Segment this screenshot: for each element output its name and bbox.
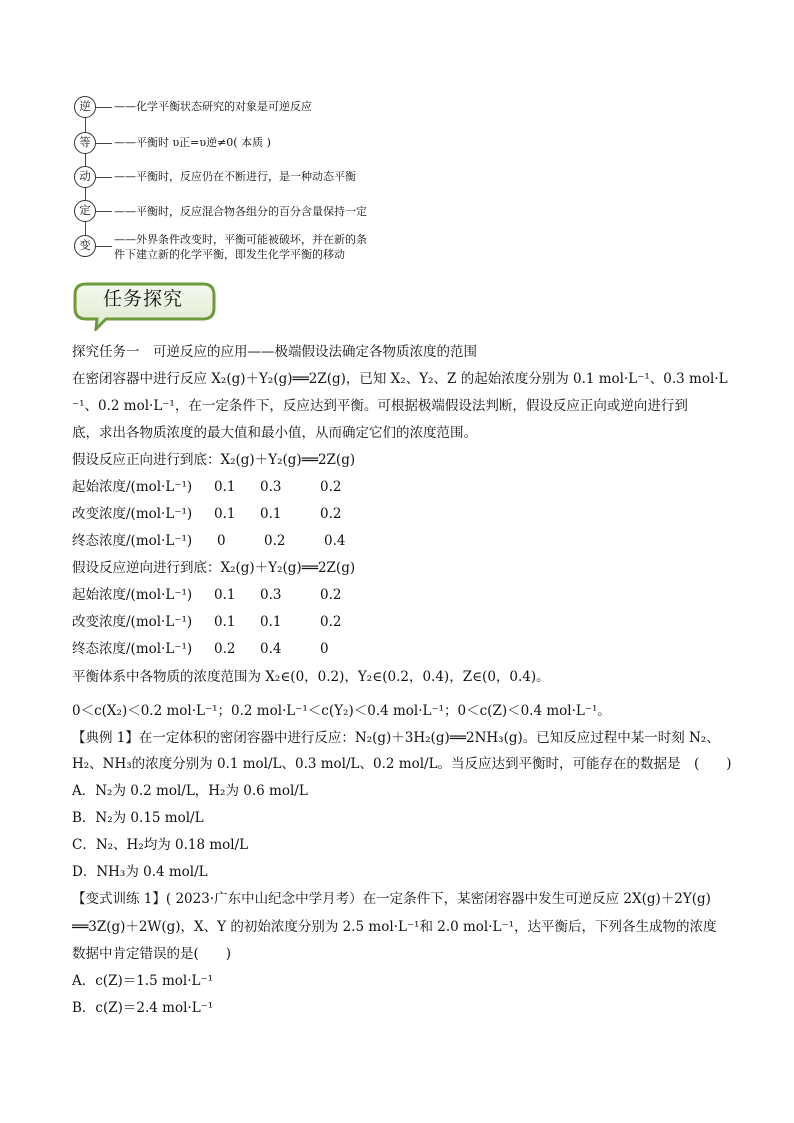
cell: 0.3	[260, 587, 282, 603]
feature-text: ——化学平衡状态研究的对象是可逆反应	[114, 100, 312, 113]
option-a: A．N₂为 0.2 mol/L，H₂为 0.6 mol/L	[72, 783, 308, 799]
cell: 0.4	[324, 533, 346, 549]
cell: 0.1	[260, 506, 282, 522]
forward-heading: 假设反应正向进行到底：X₂(g)＋Y₂(g)══2Z(g)	[72, 452, 356, 468]
diagram-connector	[96, 246, 112, 247]
feature-text: ——平衡时 υ正=υ逆≠0( 本质 )	[114, 136, 271, 149]
cell: 0.2	[214, 641, 236, 657]
diagram-connector	[85, 222, 86, 235]
feature-circle-ni: 逆	[74, 96, 96, 118]
feature-text: ——外界条件改变时，平衡可能被破坏，并在新的条	[114, 233, 367, 246]
row-label: 起始浓度/(mol·L⁻¹)	[72, 587, 193, 603]
cell: 0.4	[260, 641, 282, 657]
diagram-connector	[96, 107, 112, 108]
variant-question: ══3Z(g)＋2W(g)，X、Y 的初始浓度分别为 2.5 mol·L⁻¹和 2.0 mol·L⁻¹，达平衡后，下列各生成物的浓度	[72, 919, 717, 935]
option-b: B．c(Z)＝2.4 mol·L⁻¹	[72, 1000, 214, 1016]
feature-circle-ding: 定	[74, 200, 96, 222]
cell: 0.2	[320, 587, 342, 603]
feature-text: 件下建立新的化学平衡，即发生化学平衡的移动	[114, 248, 345, 261]
option-d: D．NH₃为 0.4 mol/L	[72, 864, 208, 880]
option-c: C．N₂、H₂均为 0.18 mol/L	[72, 837, 249, 853]
example-question: H₂、NH₃的浓度分别为 0.1 mol/L、0.3 mol/L、0.2 mol/L。当反应达到平衡时，可能存在的数据是 ( )	[72, 756, 732, 772]
feature-circle-dong: 动	[74, 166, 96, 188]
range-sentence: 平衡体系中各物质的浓度范围为 X₂∈(0，0.2)，Y₂∈(0.2，0.4)，Z∈(0，0.4)。	[72, 669, 550, 685]
cell: 0.2	[320, 479, 342, 495]
cell: 0.2	[264, 533, 286, 549]
diagram-connector	[96, 143, 112, 144]
cell: 0.1	[214, 506, 236, 522]
variant-question: 【变式训练 1】( 2023·广东中山纪念中学月考）在一定条件下，某密闭容器中发生可逆反应 2X(g)＋2Y(g)	[72, 891, 711, 907]
feature-circle-deng: 等	[74, 132, 96, 154]
feature-text: ——平衡时，反应混合物各组分的百分含量保持一定	[114, 205, 367, 218]
row-label: 终态浓度/(mol·L⁻¹)	[72, 533, 193, 549]
example-question: 【典例 1】在一定体积的密闭容器中进行反应：N₂(g)＋3H₂(g)══2NH₃(g)。已知反应过程中某一时刻 N₂、	[72, 730, 720, 746]
row-label: 改变浓度/(mol·L⁻¹)	[72, 506, 193, 522]
diagram-connector	[85, 188, 86, 200]
option-a: A．c(Z)＝1.5 mol·L⁻¹	[72, 973, 214, 989]
variant-question: 数据中肯定错误的是( )	[72, 946, 232, 962]
row-label: 改变浓度/(mol·L⁻¹)	[72, 614, 193, 630]
cell: 0	[217, 533, 226, 549]
range-inequalities: 0＜c(X₂)＜0.2 mol·L⁻¹；0.2 mol·L⁻¹＜c(Y₂)＜0.4 mol·L⁻¹；0＜c(Z)＜0.4 mol·L⁻¹。	[72, 703, 611, 719]
task-title: 探究任务一 可逆反应的应用——极端假设法确定各物质浓度的范围	[72, 344, 477, 360]
reverse-heading: 假设反应逆向进行到底：X₂(g)＋Y₂(g)══2Z(g)	[72, 560, 356, 576]
feature-circle-bian: 变	[74, 235, 96, 257]
cell: 0.2	[320, 506, 342, 522]
option-b: B．N₂为 0.15 mol/L	[72, 810, 204, 826]
task-intro: ⁻¹、0.2 mol·L⁻¹，在一定条件下，反应达到平衡。可根据极端假设法判断，假设反应正向或逆向进行到	[72, 398, 688, 414]
cell: 0.1	[214, 614, 236, 630]
task-intro: 在密闭容器中进行反应 X₂(g)＋Y₂(g)══2Z(g)，已知 X₂、Y₂、Z 的起始浓度分别为 0.1 mol·L⁻¹、0.3 mol·L	[72, 371, 728, 387]
diagram-connector	[85, 154, 86, 166]
cell: 0.1	[214, 587, 236, 603]
diagram-connector	[96, 177, 112, 178]
cell: 0	[320, 641, 329, 657]
section-banner-label: 任务探究	[103, 288, 184, 310]
cell: 0.1	[214, 479, 236, 495]
cell: 0.3	[260, 479, 282, 495]
cell: 0.1	[260, 614, 282, 630]
row-label: 终态浓度/(mol·L⁻¹)	[72, 641, 193, 657]
row-label: 起始浓度/(mol·L⁻¹)	[72, 479, 193, 495]
task-intro: 底，求出各物质浓度的最大值和最小值，从而确定它们的浓度范围。	[72, 425, 477, 441]
diagram-connector	[96, 211, 112, 212]
feature-text: ——平衡时，反应仍在不断进行，是一种动态平衡	[114, 170, 356, 183]
cell: 0.2	[320, 614, 342, 630]
